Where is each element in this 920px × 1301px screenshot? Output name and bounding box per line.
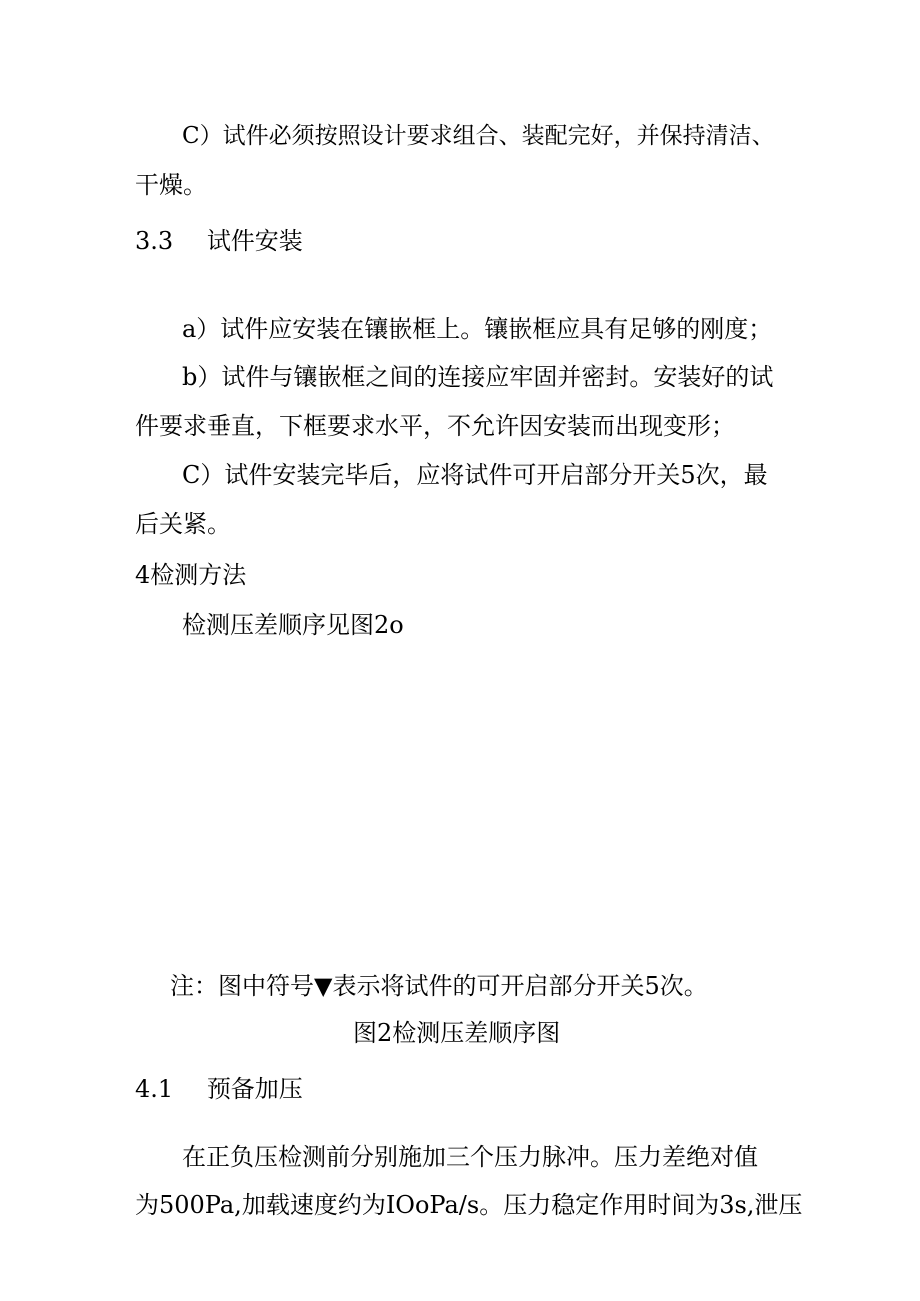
section-heading-3-3 [135, 226, 303, 256]
section-heading-4-1 [135, 1074, 303, 1104]
section-number: 4.1 [135, 1075, 174, 1103]
figure-area [135, 680, 785, 940]
item-b-line2: 件要求垂直，下框要求水平，不允许因安装而出现变形； [135, 412, 735, 440]
figure-note: 注：图中符号▼表示将试件的可开启部分开关5次。 [170, 972, 708, 1000]
section-title: 试件安装 [206, 227, 303, 255]
method-text: 检测压差顺序见图2o [182, 611, 404, 639]
figure-caption: 图2检测压差顺序图 [353, 1019, 561, 1047]
paragraph-c1-text: C）试件必须按照设计要求组合、装配完好，并保持清洁、 [182, 123, 775, 149]
paragraph-c1-line1 [182, 121, 784, 151]
item-b-line1: b）试件与镶嵌框之间的连接应牢固并密封。安装好的试 [182, 363, 774, 391]
section-number: 3.3 [135, 227, 174, 255]
pre-pressure-line1: 在正负压检测前分别施加三个压力脉冲。压力差绝对值 [182, 1143, 758, 1171]
item-c2-line2: 后关紧。 [135, 510, 231, 538]
item-c2-line1: C）试件安装完毕后，应将试件可开启部分开关5次，最 [182, 461, 768, 489]
section-heading-4: 4检测方法 [135, 561, 247, 589]
paragraph-c1-line2: 干燥。 [135, 171, 207, 199]
pre-pressure-line2: 为500Pa,加载速度约为IOoPa/s。压力稳定作用时间为3s,泄压 [135, 1191, 803, 1219]
section-title: 预备加压 [206, 1075, 303, 1103]
item-a: a）试件应安装在镶嵌框上。镶嵌框应具有足够的刚度； [182, 315, 773, 343]
